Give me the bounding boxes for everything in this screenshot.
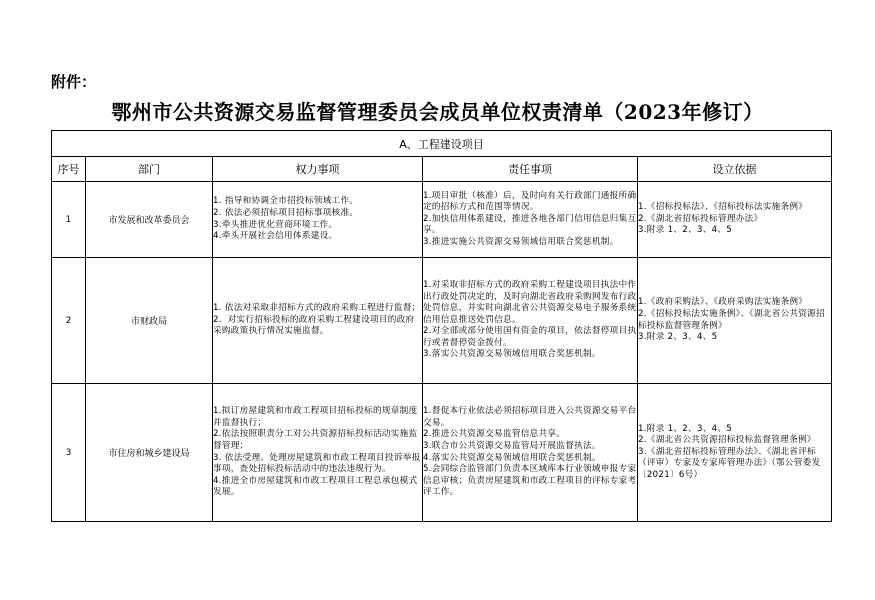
basis-item: 3.附录 1、2、3、4、5 <box>638 225 733 236</box>
column-header-department: 部门 <box>86 157 213 182</box>
basis-item: 3.《湖北省招标投标管理办法》、《湖北省评标（评审）专家及专家库管理办法》（鄂公管委发〔2021〕6号） <box>638 446 821 480</box>
document-title: 鄂州市公共资源交易监督管理委员会成员单位权责清单（2023年修订） <box>111 100 764 124</box>
column-header-row <box>52 157 832 182</box>
basis-item: 2.《湖北省招标投标管理办法》 <box>638 213 763 224</box>
responsibility-table <box>51 130 832 522</box>
column-header-basis: 设立依据 <box>638 157 832 182</box>
powers-item: 2. 依法必须招标项目招标事项核准。 <box>213 207 359 218</box>
row-basis <box>638 258 832 384</box>
row-index: 2 <box>52 258 86 384</box>
duties-item: 3.联合市公共资源交易监管局开展监督执法。 <box>423 440 601 451</box>
row-powers <box>213 182 423 258</box>
row-powers <box>213 258 423 384</box>
row-duties <box>423 182 638 258</box>
duties-item: 1.督促本行业依法必须招标项目进入公共资源交易平台交易。 <box>423 406 637 428</box>
duties-item: 4.落实公共资源交易领域信用联合奖惩机制。 <box>423 452 601 463</box>
powers-item: 1. 依法对采取非招标方式的政府采购工程进行监督； <box>213 303 421 314</box>
row-department: 市发展和改革委员会 <box>86 182 213 258</box>
column-header-duties: 责任事项 <box>423 157 638 182</box>
powers-item: 4.推进全市房屋建筑和市政工程项目工程总承包模式发展。 <box>213 475 418 498</box>
row-index: 3 <box>52 384 86 522</box>
duties-item: 2.推进公共资源交易监管信息共享。 <box>423 429 566 440</box>
table-row <box>52 182 832 258</box>
row-index: 1 <box>52 182 86 258</box>
row-duties <box>423 258 638 384</box>
duties-item: 5.会同综合监管部门负责本区域库本行业领域申报专家信息审核；负责房屋建筑和市政工程项目的评标专家考评工作。 <box>423 464 637 498</box>
row-basis <box>638 182 832 258</box>
powers-item: 2.依法按照职责分工对公共资源招标投标活动实施监督管理； <box>213 429 418 451</box>
basis-item: 3.附录 2、3、4、5 <box>638 332 718 343</box>
row-department: 市财政局 <box>86 258 213 384</box>
duties-item: 2.对全部或部分使用国有资金的项目，依法督停项目执行或者督停资金拨付。 <box>423 326 637 348</box>
row-duties <box>423 384 638 522</box>
powers-item: 3.牵头推进优化营商环境工作。 <box>213 219 338 230</box>
section-title: A、工程建设项目 <box>52 131 832 157</box>
duties-item: 3.落实公共资源交易领域信用联合奖惩机制。 <box>423 349 601 360</box>
basis-item: 1.《招标投标法》、《招标投标法实施条例》 <box>638 202 808 213</box>
column-header-powers: 权力事项 <box>213 157 423 182</box>
powers-item: 2．对实行招标投标的政府采购工程建设项目的政府采购政策执行情况实施监督。 <box>213 314 415 337</box>
section-header-row <box>52 131 832 157</box>
column-header-index: 序号 <box>52 157 86 182</box>
basis-item: 2.《湖北省公共资源招标投标监督管理条例》 <box>638 435 816 446</box>
powers-item: 1.拟订房屋建筑和市政工程项目招标投标的规章制度并监督执行； <box>213 406 418 428</box>
row-department: 市住房和城乡建设局 <box>86 384 213 522</box>
basis-item: 1.《政府采购法》、《政府采购法实施条例》 <box>638 297 808 308</box>
basis-item: 1.附录 1、2、3、4、5 <box>638 423 733 434</box>
powers-item: 1. 指导和协调全市招投标领域工作。 <box>213 196 359 207</box>
duties-item: 3.推进实施公共资源交易领域信用联合奖惩机制。 <box>423 236 619 247</box>
powers-item: 3. 依法受理、处理房屋建筑和市政工程项目投诉举报事项，查处招标投标活动中的违法违规行为。 <box>213 452 421 475</box>
table-row <box>52 384 832 522</box>
duties-item: 1.项目审批（核准）后，及时向有关行政部门通报所确定的招标方式和范围等情况。 <box>423 190 637 213</box>
powers-item: 4.牵头开展社会信用体系建设。 <box>213 231 338 242</box>
basis-item: 2.《招标投标法实施条例》、《湖北省公共资源招标投标监督管理条例》 <box>638 308 825 331</box>
row-basis <box>638 384 832 522</box>
attachment-label: 附件： <box>51 73 97 91</box>
table-row <box>52 258 832 384</box>
duties-item: 1.对采取非招标方式的政府采购工程建设项目执法中作出行政处罚决定的，及时向湖北省政府采购网发布行政处罚信息，并实时向湖北省公共资源交易电子服务系统信用信息推送处罚信息。 <box>423 279 637 325</box>
row-powers <box>213 384 423 522</box>
duties-item: 2.加快信用体系建设，推进各地各部门信用信息归集互享。 <box>423 213 637 236</box>
